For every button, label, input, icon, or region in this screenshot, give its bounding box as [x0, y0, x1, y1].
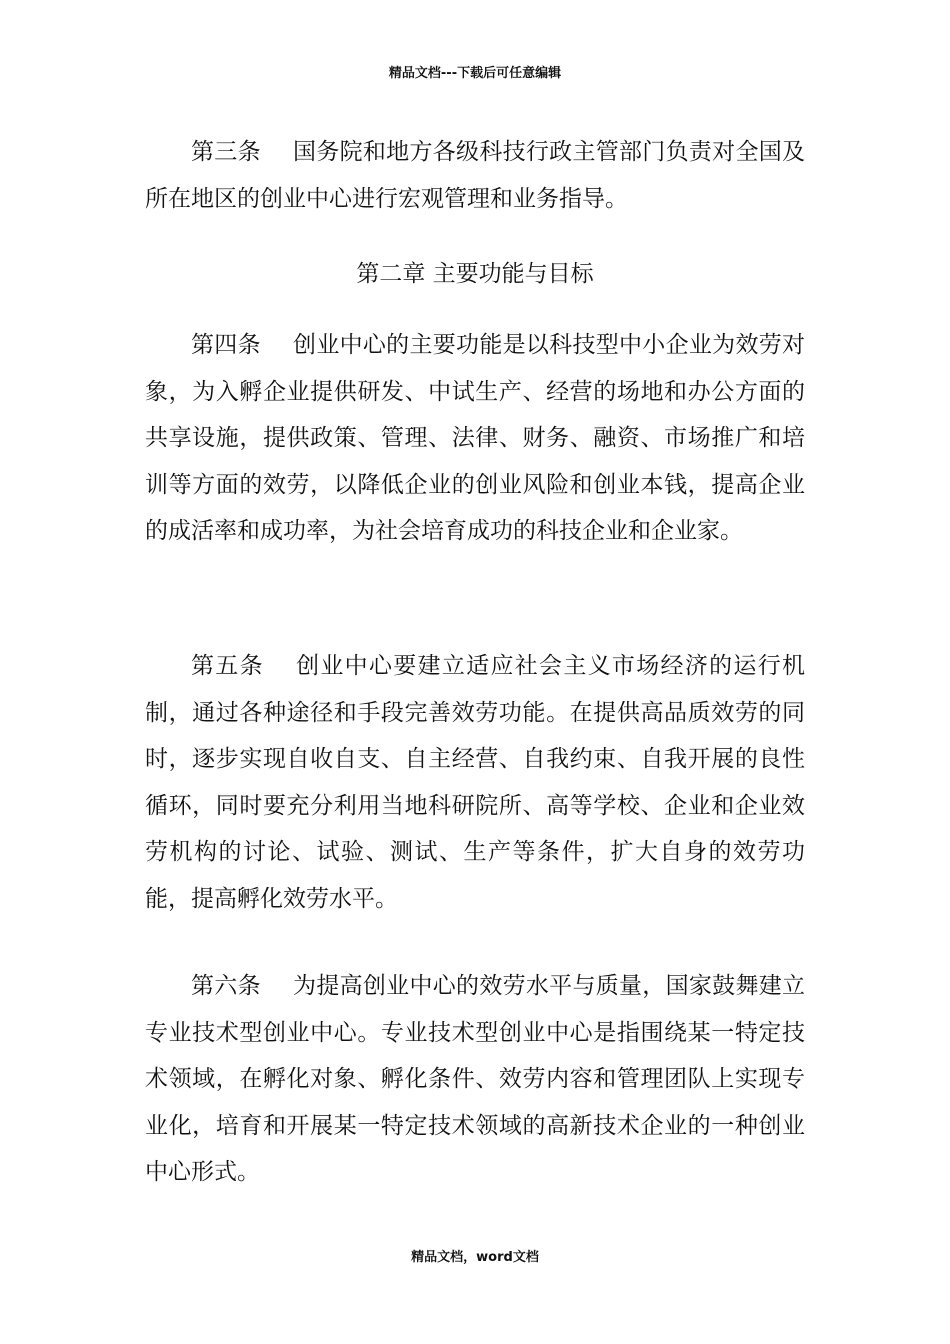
article-4 [145, 322, 805, 555]
article-5-label: 第五条 [191, 653, 264, 679]
article-3 [145, 129, 805, 222]
article-6 [145, 963, 805, 1196]
article-6-label: 第六条 [191, 973, 261, 999]
article-6-paragraph [145, 963, 805, 1196]
article-6-text: 为提高创业中心的效劳水平与质量，国家鼓舞建立专业技术型创业中心。专业技术型创业中心是指围绕某一特定技术领域，在孵化对象、孵化条件、效劳内容和管理团队上实现专业化，培育和开展某一特定技术领域的高新技术企业的一种创业中心形式。 [145, 973, 806, 1185]
article-4-text: 创业中心的主要功能是以科技型中小企业为效劳对象，为入孵企业提供研发、中试生产、经营的场地和办公方面的共享设施，提供政策、管理、法律、财务、融资、市场推广和培训等方面的效劳，以降低企业的创业风险和创业本钱，提高企业的成活率和成功率，为社会培育成功的科技企业和企业家。 [145, 332, 806, 544]
article-4-label: 第四条 [191, 332, 261, 358]
article-5-text: 创业中心要建立适应社会主义市场经济的运行机制，通过各种途径和手段完善效劳功能。在提供高品质效劳的同时，逐步实现自收自支、自主经营、自我约束、自我开展的良性循环，同时要充分利用当地科研院所、高等学校、企业和企业效劳机构的讨论、试验、测试、生产等条件，扩大自身的效劳功能，提高孵化效劳水平。 [145, 653, 806, 912]
article-5 [145, 643, 805, 922]
article-3-text: 国务院和地方各级科技行政主管部门负责对全国及所在地区的创业中心进行宏观管理和业务指导。 [145, 139, 806, 212]
chapter-2-heading: 第二章 主要功能与目标 [356, 261, 594, 287]
article-4-paragraph [145, 322, 805, 555]
page-header: 精品文档---下载后可任意编辑 [388, 66, 562, 81]
page-footer: 精品文档，word文档 [411, 1250, 539, 1265]
article-5-paragraph [145, 643, 805, 922]
article-3-paragraph [145, 129, 805, 222]
article-3-label: 第三条 [191, 139, 261, 165]
